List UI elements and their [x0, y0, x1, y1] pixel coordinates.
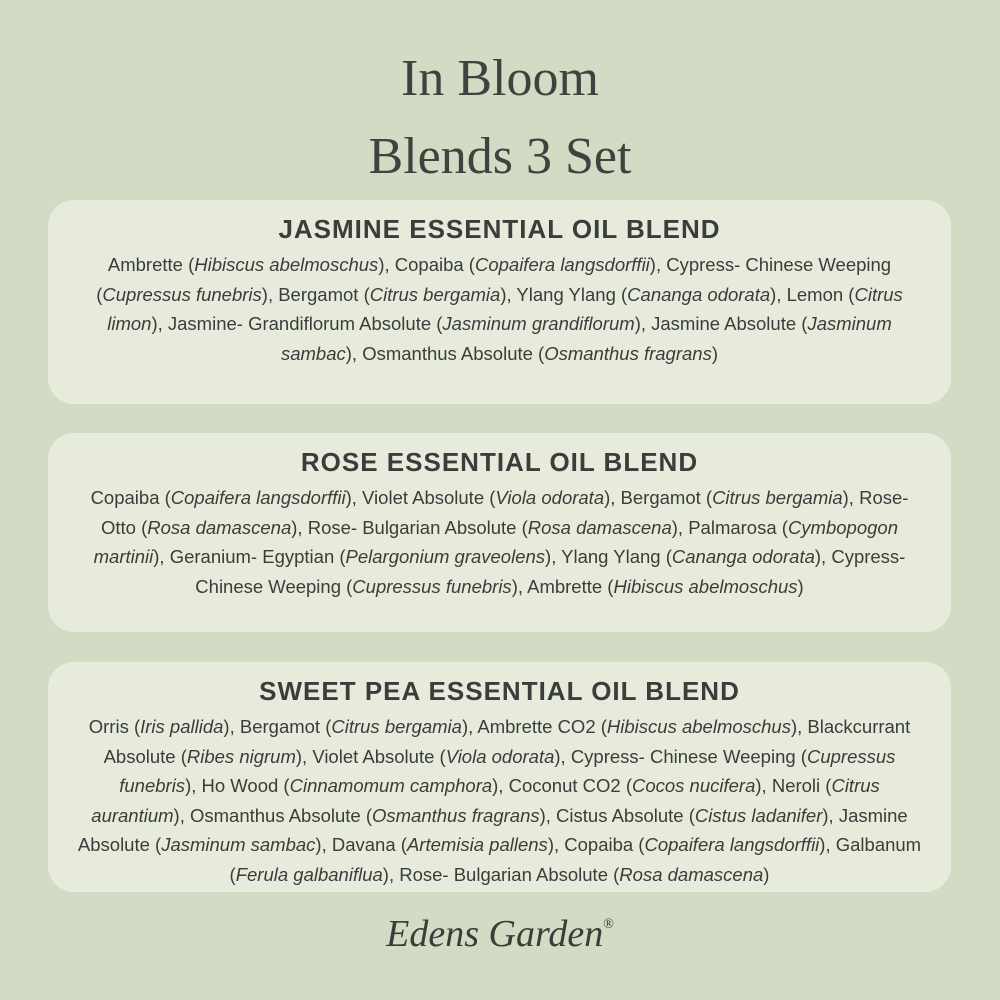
- ingredient-text: ), Rose- Bulgarian Absolute (: [291, 516, 528, 538]
- sweet-pea-blend-card: [48, 662, 951, 892]
- ingredient-text: ), Rose- Bulgarian Absolute (: [382, 863, 620, 885]
- botanical-name: Viola odorata: [445, 745, 555, 767]
- botanical-name: Cupressus funebris: [102, 283, 262, 305]
- botanical-name: Rosa damascena: [619, 863, 764, 885]
- ingredient-text: ), Ambrette (: [511, 575, 614, 597]
- botanical-name: Ribes nigrum: [186, 745, 296, 767]
- botanical-name: Copaifera langsdorffii: [644, 834, 820, 855]
- ingredient-text: ), Jasmine Absolute (: [634, 313, 808, 334]
- card-heading: ROSE ESSENTIAL OIL BLEND: [300, 447, 699, 477]
- botanical-name: Viola odorata: [495, 487, 605, 508]
- botanical-name: Cymbopogon martinii: [93, 516, 898, 567]
- botanical-name: Osmanthus fragrans: [372, 804, 540, 826]
- ingredient-text: ), Ylang Ylang (: [545, 546, 672, 567]
- ingredient-text: ): [763, 863, 770, 885]
- botanical-name: Cupressus funebris: [352, 575, 512, 597]
- ingredient-text: ), Copaiba (: [547, 834, 645, 855]
- botanical-name: Rosa damascena: [527, 516, 672, 538]
- ingredient-list: [76, 483, 923, 601]
- botanical-name: Hibiscus abelmoschus: [613, 575, 798, 597]
- botanical-name: Hibiscus abelmoschus: [194, 254, 379, 275]
- ingredient-text: ), Osmanthus Absolute (: [173, 804, 372, 826]
- ingredient-text: ), Cypress- Chinese Weeping (: [554, 745, 807, 767]
- botanical-name: Artemisia pallens: [406, 834, 548, 855]
- ingredient-text: Copaiba (: [90, 487, 171, 508]
- ingredient-text: ), Geranium- Egyptian (: [153, 546, 346, 567]
- botanical-name: Cananga odorata: [671, 546, 815, 567]
- ingredient-text: ), Cypress- Chinese Weeping (: [195, 546, 906, 597]
- botanical-name: Jasminum sambac: [161, 834, 316, 855]
- ingredient-text: ): [711, 342, 718, 364]
- ingredient-text: ), Bergamot (: [261, 283, 370, 305]
- botanical-name: Citrus bergamia: [369, 283, 501, 305]
- rose-blend-card: [48, 433, 951, 632]
- ingredient-text: ), Coconut CO2 (: [492, 775, 632, 796]
- brand-name: Edens Garden: [386, 913, 604, 955]
- ingredient-text: ), Lemon (: [770, 283, 855, 305]
- botanical-name: Iris pallida: [140, 716, 224, 737]
- botanical-name: Cistus ladanifer: [694, 804, 823, 826]
- card-heading: SWEET PEA ESSENTIAL OIL BLEND: [259, 676, 740, 706]
- botanical-name: Rosa damascena: [147, 516, 292, 538]
- ingredient-list: [76, 250, 923, 368]
- ingredient-text: ), Ambrette CO2 (: [461, 716, 607, 737]
- ingredient-list: [76, 712, 923, 889]
- botanical-name: Copaifera langsdorffii: [474, 254, 650, 275]
- ingredient-text: ): [797, 575, 804, 597]
- brand-logo: [0, 912, 1000, 956]
- jasmine-blend-card: [48, 200, 951, 404]
- botanical-name: Cinnamomum camphora: [289, 775, 493, 796]
- ingredient-text: ), Cistus Absolute (: [539, 804, 695, 826]
- botanical-name: Cocos nucifera: [631, 775, 756, 796]
- ingredient-text: ), Osmanthus Absolute (: [345, 342, 545, 364]
- ingredient-text: ), Blackcurrant Absolute (: [103, 716, 911, 767]
- ingredient-text: Orris (: [88, 716, 141, 737]
- botanical-name: Citrus bergamia: [712, 487, 843, 508]
- botanical-name: Jasminum grandiflorum: [442, 313, 635, 334]
- ingredient-text: ), Ylang Ylang (: [500, 283, 628, 305]
- card-heading: JASMINE ESSENTIAL OIL BLEND: [278, 214, 721, 244]
- botanical-name: Cupressus funebris: [119, 745, 896, 796]
- ingredient-text: Ambrette (: [107, 254, 195, 275]
- ingredient-text: ), Neroli (: [755, 775, 832, 796]
- title-line-1: In Bloom: [401, 50, 599, 107]
- botanical-name: Citrus limon: [107, 283, 903, 334]
- ingredient-text: ), Cypress- Chinese Weeping (: [96, 254, 892, 305]
- ingredient-text: ), Violet Absolute (: [345, 487, 496, 508]
- ingredient-text: ), Bergamot (: [223, 716, 332, 737]
- registered-mark: ®: [603, 917, 614, 932]
- ingredient-text: ), Galbanum (: [229, 834, 922, 885]
- botanical-name: Pelargonium graveolens: [345, 546, 546, 567]
- ingredient-text: ), Ho Wood (: [185, 775, 290, 796]
- botanical-name: Citrus aurantium: [91, 775, 880, 826]
- title-line-2: Blends 3 Set: [368, 128, 632, 185]
- ingredient-text: ), Davana (: [315, 834, 407, 855]
- botanical-name: Jasminum sambac: [280, 313, 892, 364]
- ingredient-text: ), Rose- Otto (: [101, 487, 909, 538]
- botanical-name: Cananga odorata: [627, 283, 771, 305]
- ingredient-text: ), Bergamot (: [604, 487, 713, 508]
- botanical-name: Citrus bergamia: [331, 716, 462, 737]
- ingredient-text: ), Jasmine- Grandiflorum Absolute (: [151, 313, 443, 334]
- botanical-name: Osmanthus fragrans: [544, 342, 712, 364]
- ingredient-text: ), Palmarosa (: [671, 516, 788, 538]
- page-title: [0, 40, 1000, 196]
- ingredient-text: ), Violet Absolute (: [295, 745, 446, 767]
- botanical-name: Ferula galbaniflua: [235, 863, 383, 885]
- botanical-name: Copaifera langsdorffii: [170, 487, 346, 508]
- ingredient-text: ), Jasmine Absolute (: [77, 804, 908, 855]
- ingredient-text: ), Copaiba (: [378, 254, 475, 275]
- botanical-name: Hibiscus abelmoschus: [606, 716, 791, 737]
